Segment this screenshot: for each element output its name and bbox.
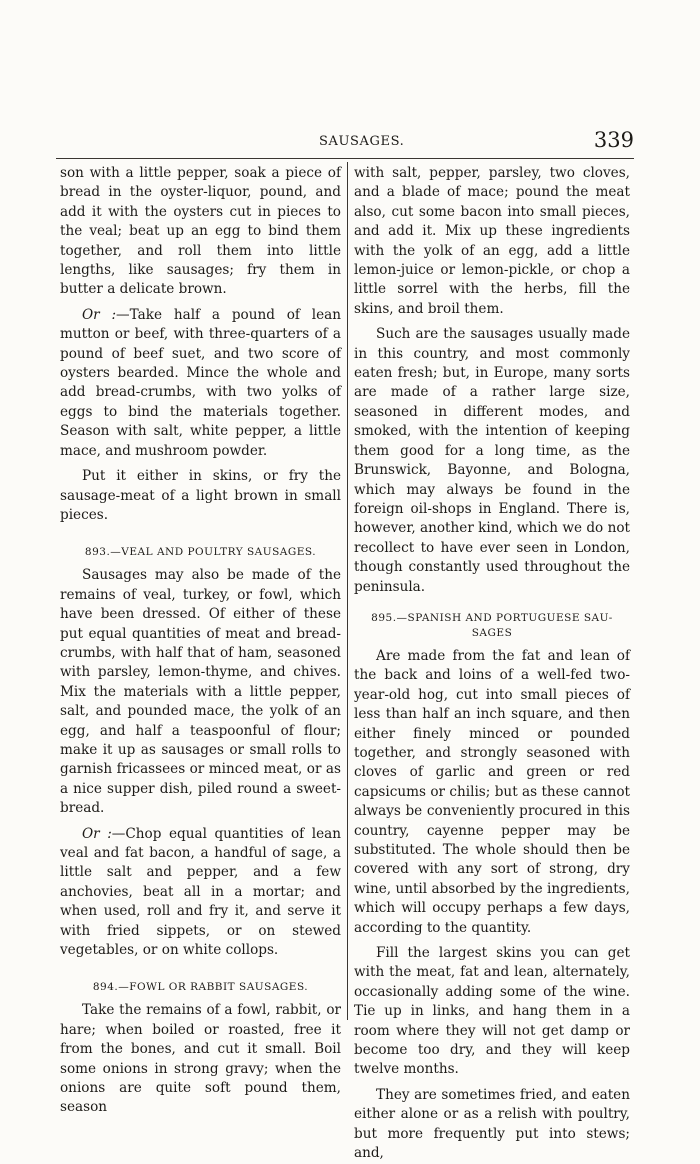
right-column: [354, 164, 630, 1164]
left-column: [60, 164, 341, 1118]
or-label: Or :: [82, 825, 112, 842]
recipe-heading: 893.—VEAL AND POULTRY SAUSAGES.: [84, 546, 317, 559]
paragraph: Take the remains of a fowl, rabbit, or hare; when boiled or roasted, free it from the bones, and cut it small. Boil some onions in strong gravy; when the onions are quite soft pound them, season: [60, 1002, 341, 1116]
paragraph: Put it either in skins, or fry the sausage-meat of a light brown in small pieces.: [60, 468, 341, 523]
paragraph: Such are the sausages usually made in this country, and most commonly eaten fresh; but, in Europe, many sorts are made of a rather large size, seasoned in different modes, and smoked, with the intention of keeping them good for a long time, as the Brunswick, Bayonne, and Bologna, which may always be found in the foreign oil-shops in England. There is, however, another kind, which we do not recollect to have ever seen in London, though constantly used throughout the peninsula.: [354, 326, 630, 595]
recipe-heading: 895.—SPANISH AND PORTUGUESE SAU- SAGES: [371, 611, 613, 639]
running-title: SAUSAGES.: [319, 134, 405, 149]
paragraph: Sausages may also be made of the remains of veal, turkey, or fowl, which have been dressed. Of either of these put equal quantities of meat and bread-crumbs, with half that of ham, seasoned with parsley, lemon-thyme, and chives. Mix the materials with a little pepper, salt, and pounded mace, the yolk of an egg, and half a teaspoonful of flour; make it up as sausages or small rolls to garnish fricassees or minced meat, or as a nice supper dish, piled round a sweet-bread.: [60, 567, 341, 817]
or-label: Or :: [82, 306, 117, 323]
page-header: [56, 130, 634, 160]
paragraph: Or :—Chop equal quantities of lean veal and fat bacon, a handful of sage, a little salt and pepper, and a few anchovies, beat all in a mortar; and when used, roll and fry it, and serve it with fried sippets, or on stewed vegetables, or on white collops.: [60, 825, 341, 959]
paragraph: with salt, pepper, parsley, two cloves, and a blade of mace; pound the meat also, cut some bacon into small pieces, and add it. Mix up these ingredients with the yolk of an egg, add a little lemon-juice or lemon-pickle, or chop a little sorrel with the herbs, fill the skins, and broil them.: [354, 165, 630, 317]
column-divider: [347, 162, 348, 1020]
paragraph: Are made from the fat and lean of the back and loins of a well-fed two-year-old hog, cut into small pieces of less than half an inch square, and then either finely minced or pounded together, and strongly seasoned with cloves of garlic and green or red capsicums or chilis; but as these cannot always be conveniently procured in this country, cayenne pepper may be substituted. The whole should then be covered with any sort of strong, dry wine, until absorbed by the ingredients, which will occupy perhaps a few days, according to the quantity.: [354, 647, 630, 936]
paragraph: son with a little pepper, soak a piece of bread in the oyster-liquor, pound, and add it with the oysters cut in pieces to the veal; beat up an egg to bind them together, and roll them into little lengths, like sausages; fry them in butter a delicate brown.: [60, 165, 341, 298]
paragraph: Or :—Take half a pound of lean mutton or beef, with three-quarters of a pound of beef suet, and two score of oysters bearded. Mince the whole and add bread-crumbs, with two yolks of eggs to bind the materials together. Season with salt, white pepper, a little mace, and mushroom powder.: [60, 306, 341, 459]
recipe-heading: 894.—FOWL OR RABBIT SAUSAGES.: [92, 981, 309, 994]
paragraph: They are sometimes fried, and eaten either alone or as a relish with poultry, but more frequently put into stews; and,: [354, 1086, 630, 1162]
page-number: 339: [593, 128, 634, 152]
paragraph: Fill the largest skins you can get with the meat, fat and lean, alternately, occasionally adding some of the wine. Tie up in links, and hang them in a room where they will not get damp or become too dry, and they will keep twelve months.: [354, 945, 630, 1078]
header-rule: [56, 158, 634, 159]
